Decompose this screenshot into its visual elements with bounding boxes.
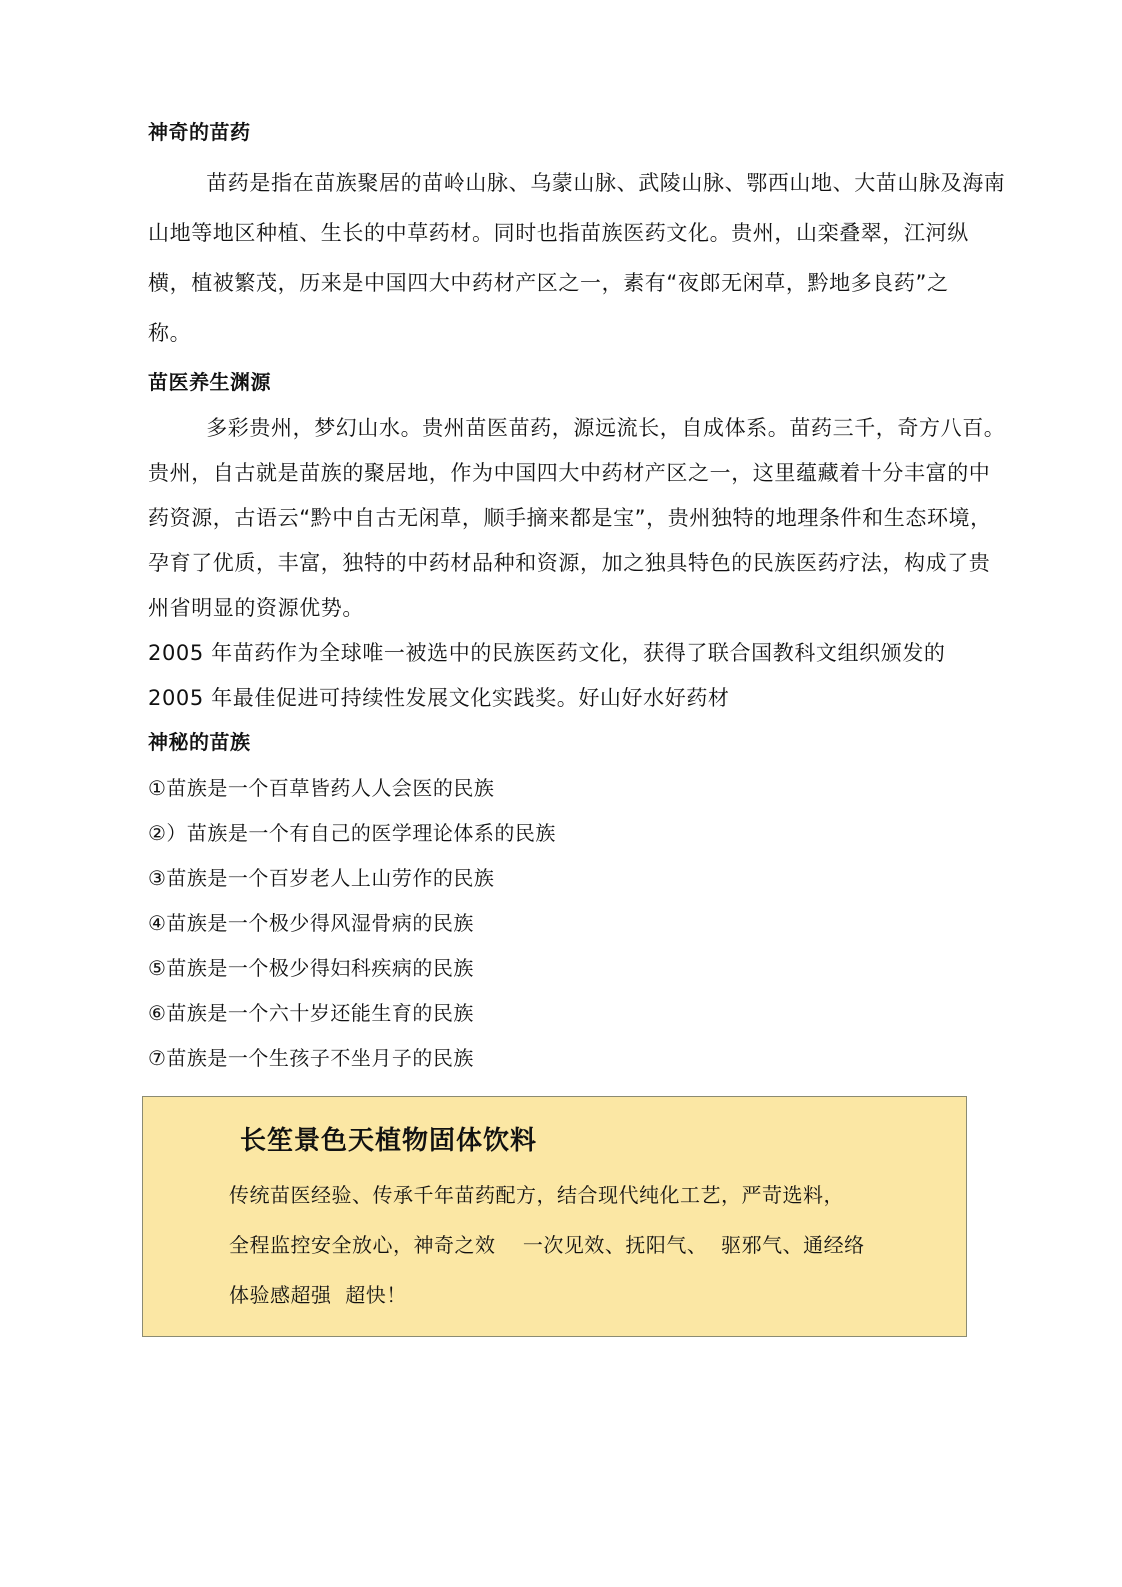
section-heading-origins: 苗医养生渊源 — [148, 370, 271, 394]
paragraph-miao-medicine — [148, 158, 1005, 358]
paragraph-line: 州省明显的资源优势。 — [148, 596, 364, 620]
paragraph-line: 苗药是指在苗族聚居的苗岭山脉、乌蒙山脉、武陵山脉、鄂西山地、大苗山脉及海南 — [148, 171, 1006, 195]
miao-facts-list — [148, 766, 556, 1081]
product-promo-box — [142, 1096, 967, 1337]
promo-line: 体验感超强 超快！ — [229, 1283, 407, 1307]
promo-line: 传统苗医经验、传承千年苗药配方，结合现代纯化工艺，严苛选料， — [229, 1183, 844, 1207]
paragraph-line: 称。 — [148, 321, 192, 345]
paragraph-line: 横，植被繁茂，历来是中国四大中药材产区之一，素有“夜郎无闲草，黔地多良药”之 — [148, 271, 949, 295]
list-item: ⑥苗族是一个六十岁还能生育的民族 — [148, 1001, 474, 1025]
list-item: ①苗族是一个百草皆药人人会医的民族 — [148, 776, 495, 800]
paragraph-line: 多彩贵州，梦幻山水。贵州苗医苗药，源远流长，自成体系。苗药三千，奇方八百。 — [148, 416, 1006, 440]
paragraph-line: 2005 年苗药作为全球唯一被选中的民族医药文化，获得了联合国教科文组织颁发的 — [148, 641, 946, 665]
paragraph-line: 2005 年最佳促进可持续性发展文化实践奖。好山好水好药材 — [148, 686, 730, 710]
product-description — [229, 1170, 865, 1320]
section-heading-miao-people: 神秘的苗族 — [148, 730, 251, 754]
product-title: 长笙景色天植物固体饮料 — [240, 1126, 538, 1156]
paragraph-line: 贵州，自古就是苗族的聚居地，作为中国四大中药材产区之一，这里蕴藏着十分丰富的中 — [148, 461, 991, 485]
paragraph-line: 山地等地区种植、生长的中草药材。同时也指苗族医药文化。贵州，山栾叠翠，江河纵 — [148, 221, 969, 245]
section-heading-miao-medicine: 神奇的苗药 — [148, 120, 251, 144]
list-item: ⑦苗族是一个生孩子不坐月子的民族 — [148, 1046, 474, 1070]
paragraph-origins — [148, 406, 1005, 721]
paragraph-line: 药资源，古语云“黔中自古无闲草，顺手摘来都是宝”，贵州独特的地理条件和生态环境， — [148, 506, 992, 530]
list-item: ⑤苗族是一个极少得妇科疾病的民族 — [148, 956, 474, 980]
list-item: ④苗族是一个极少得风湿骨病的民族 — [148, 911, 474, 935]
paragraph-line: 孕育了优质，丰富，独特的中药材品种和资源，加之独具特色的民族医药疗法，构成了贵 — [148, 551, 991, 575]
list-item: ②）苗族是一个有自己的医学理论体系的民族 — [148, 821, 556, 845]
promo-line: 全程监控安全放心，神奇之效 一次见效、抚阳气、 驱邪气、通经络 — [229, 1233, 865, 1257]
list-item: ③苗族是一个百岁老人上山劳作的民族 — [148, 866, 495, 890]
